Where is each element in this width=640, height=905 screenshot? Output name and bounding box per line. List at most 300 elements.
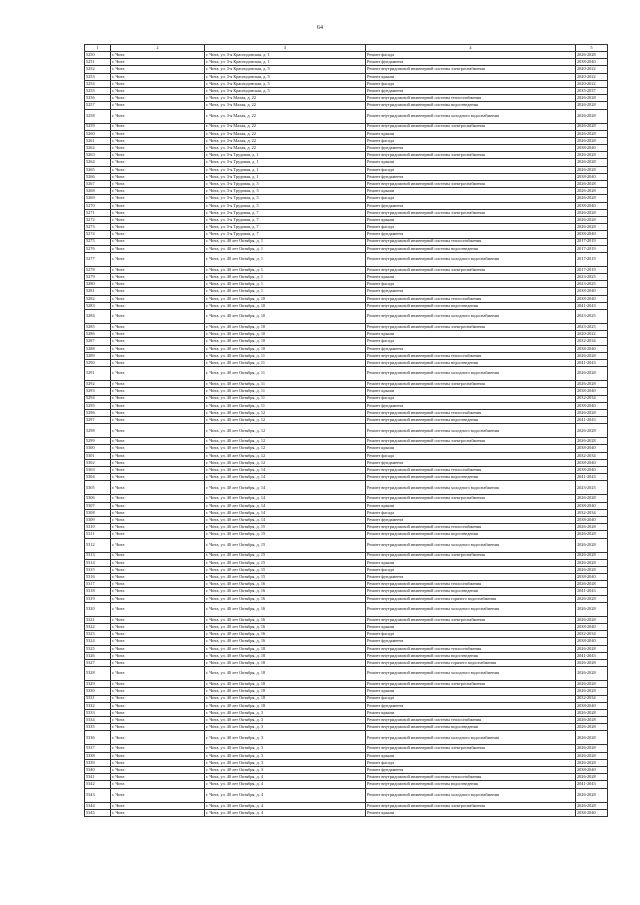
- work-type-cell: Ремонт внутридомовой инженерной системы водоотведения: [366, 359, 576, 366]
- municipality-cell: г. Чита: [111, 137, 205, 144]
- work-type-cell: Ремонт внутридомовой инженерной системы водоотведения: [366, 102, 576, 109]
- period-cell: 2038-2040: [576, 402, 608, 409]
- work-type-cell: Ремонт фасада: [366, 166, 576, 173]
- period-cell: 2020-2022: [576, 80, 608, 87]
- table-row: [85, 109, 608, 123]
- period-cell: 2026-2028: [576, 352, 608, 359]
- row-number-cell: 5300: [85, 445, 111, 452]
- period-cell: 2038-2040: [576, 574, 608, 581]
- work-type-cell: Ремонт внутридомовой инженерной системы электроснабжения: [366, 324, 576, 331]
- table-row: [85, 352, 608, 359]
- table-row: [85, 688, 608, 695]
- period-cell: 2038-2040: [576, 459, 608, 466]
- period-cell: 2026-2028: [576, 688, 608, 695]
- period-cell: 2026-2028: [576, 216, 608, 223]
- table-row: [85, 231, 608, 238]
- municipality-cell: г. Чита: [111, 145, 205, 152]
- work-type-cell: Ремонт внутридомовой инженерной системы теплоснабжения: [366, 524, 576, 531]
- address-cell: г. Чита, ул. 40 лет Октября, д. 1: [205, 274, 366, 281]
- work-type-cell: Ремонт внутридомовой инженерной системы теплоснабжения: [366, 581, 576, 588]
- work-type-cell: Ремонт внутридомовой инженерной системы холодного водоснабжения: [366, 109, 576, 123]
- row-number-cell: 5332: [85, 702, 111, 709]
- table-row: [85, 266, 608, 273]
- address-cell: г. Чита, ул. 3-я Трудовая, д. 7: [205, 216, 366, 223]
- address-cell: г. Чита, ул. 3-я Трудовая, д. 7: [205, 224, 366, 231]
- table-row: [85, 566, 608, 573]
- row-number-cell: 5325: [85, 645, 111, 652]
- municipality-cell: г. Чита: [111, 166, 205, 173]
- row-number-cell: 5260: [85, 130, 111, 137]
- table-row: [85, 59, 608, 66]
- period-cell: 2032-2034: [576, 338, 608, 345]
- address-cell: г. Чита, ул. 3-я Малая, д. 22: [205, 95, 366, 102]
- period-cell: 2026-2028: [576, 659, 608, 666]
- municipality-cell: г. Чита: [111, 188, 205, 195]
- row-number-cell: 5317: [85, 581, 111, 588]
- address-cell: г. Чита, ул. 40 лет Октября, д. 4: [205, 781, 366, 788]
- municipality-cell: г. Чита: [111, 781, 205, 788]
- municipality-cell: г. Чита: [111, 123, 205, 130]
- table-row: [85, 516, 608, 523]
- row-number-cell: 5261: [85, 137, 111, 144]
- period-cell: 2026-2028: [576, 752, 608, 759]
- row-number-cell: 5312: [85, 538, 111, 552]
- row-number-cell: 5339: [85, 759, 111, 766]
- column-header-5: 5: [576, 45, 608, 52]
- municipality-cell: г. Чита: [111, 452, 205, 459]
- row-number-cell: 5286: [85, 331, 111, 338]
- work-type-cell: Ремонт внутридомовой инженерной системы водоотведения: [366, 724, 576, 731]
- municipality-cell: г. Чита: [111, 252, 205, 266]
- work-type-cell: Ремонт внутридомовой инженерной системы холодного водоснабжения: [366, 667, 576, 681]
- table-row: [85, 709, 608, 716]
- work-type-cell: Ремонт крыши: [366, 73, 576, 80]
- row-number-cell: 5264: [85, 159, 111, 166]
- period-cell: 2026-2028: [576, 495, 608, 502]
- period-cell: 2026-2028: [576, 367, 608, 381]
- period-cell: 2026-2028: [576, 152, 608, 159]
- address-cell: г. Чита, ул. 40 лет Октября, д. 16: [205, 581, 366, 588]
- address-cell: г. Чита, ул. 40 лет Октября, д. 10: [205, 331, 366, 338]
- municipality-cell: г. Чита: [111, 509, 205, 516]
- row-number-cell: 5256: [85, 95, 111, 102]
- table-row: [85, 195, 608, 202]
- period-cell: 2038-2040: [576, 638, 608, 645]
- row-number-cell: 5293: [85, 388, 111, 395]
- table-row: [85, 224, 608, 231]
- row-number-cell: 5271: [85, 209, 111, 216]
- address-cell: г. Чита, ул. 3-я Трудовая, д. 5: [205, 195, 366, 202]
- address-cell: г. Чита, ул. 40 лет Октября, д. 10: [205, 295, 366, 302]
- municipality-cell: г. Чита: [111, 159, 205, 166]
- municipality-cell: г. Чита: [111, 667, 205, 681]
- address-cell: г. Чита, ул. 3-я Трудовая, д. 5: [205, 202, 366, 209]
- period-cell: 2038-2040: [576, 202, 608, 209]
- address-cell: г. Чита, ул. 40 лет Октября, д. 12: [205, 424, 366, 438]
- row-number-cell: 5281: [85, 288, 111, 295]
- table-body: [85, 52, 608, 817]
- work-type-cell: Ремонт крыши: [366, 188, 576, 195]
- address-cell: г. Чита, ул. 40 лет Октября, д. 15: [205, 531, 366, 538]
- period-cell: 2041-2043: [576, 474, 608, 481]
- table-row: [85, 459, 608, 466]
- address-cell: г. Чита, ул. 40 лет Октября, д. 14: [205, 509, 366, 516]
- row-number-cell: 5335: [85, 724, 111, 731]
- work-type-cell: Ремонт фасада: [366, 566, 576, 573]
- row-number-cell: 5319: [85, 595, 111, 602]
- row-number-cell: 5328: [85, 667, 111, 681]
- municipality-cell: г. Чита: [111, 173, 205, 180]
- municipality-cell: г. Чита: [111, 338, 205, 345]
- work-type-cell: Ремонт крыши: [366, 445, 576, 452]
- period-cell: 2038-2040: [576, 624, 608, 631]
- address-cell: г. Чита, ул. 40 лет Октября, д. 1: [205, 252, 366, 266]
- work-type-cell: Ремонт внутридомовой инженерной системы холодного водоснабжения: [366, 481, 576, 495]
- municipality-cell: г. Чита: [111, 774, 205, 781]
- table-row: [85, 681, 608, 688]
- table-row: [85, 130, 608, 137]
- address-cell: г. Чита, ул. 40 лет Октября, д. 16: [205, 638, 366, 645]
- period-cell: 2038-2040: [576, 516, 608, 523]
- municipality-cell: г. Чита: [111, 467, 205, 474]
- period-cell: 2026-2028: [576, 667, 608, 681]
- row-number-cell: 5279: [85, 274, 111, 281]
- address-cell: г. Чита, ул. 40 лет Октября, д. 12: [205, 438, 366, 445]
- work-type-cell: Ремонт внутридомовой инженерной системы водоотведения: [366, 588, 576, 595]
- address-cell: г. Чита, ул. 40 лет Октября, д. 10: [205, 324, 366, 331]
- municipality-cell: г. Чита: [111, 745, 205, 752]
- period-cell: 2026-2028: [576, 137, 608, 144]
- table-row: [85, 481, 608, 495]
- row-number-cell: 5295: [85, 402, 111, 409]
- address-cell: г. Чита, ул. 3-я Краснодонская, д. 5: [205, 73, 366, 80]
- table-row: [85, 588, 608, 595]
- row-number-cell: 5280: [85, 281, 111, 288]
- work-type-cell: Ремонт крыши: [366, 688, 576, 695]
- municipality-cell: г. Чита: [111, 87, 205, 94]
- table-row: [85, 759, 608, 766]
- municipality-cell: г. Чита: [111, 209, 205, 216]
- municipality-cell: г. Чита: [111, 581, 205, 588]
- row-number-cell: 5284: [85, 310, 111, 324]
- period-cell: 2032-2034: [576, 452, 608, 459]
- municipality-cell: г. Чита: [111, 717, 205, 724]
- municipality-cell: г. Чита: [111, 295, 205, 302]
- period-cell: 2026-2028: [576, 438, 608, 445]
- row-number-cell: 5342: [85, 781, 111, 788]
- period-cell: 2026-2028: [576, 581, 608, 588]
- row-number-cell: 5266: [85, 173, 111, 180]
- period-cell: 2038-2040: [576, 445, 608, 452]
- address-cell: г. Чита, ул. 40 лет Октября, д. 15: [205, 574, 366, 581]
- period-cell: 2017-2019: [576, 238, 608, 245]
- period-cell: 2023-2025: [576, 481, 608, 495]
- table-row: [85, 509, 608, 516]
- table-row: [85, 381, 608, 388]
- table-row: [85, 602, 608, 616]
- address-cell: г. Чита, ул. 40 лет Октября, д. 16: [205, 602, 366, 616]
- table-row: [85, 395, 608, 402]
- period-cell: 2038-2040: [576, 467, 608, 474]
- work-type-cell: Ремонт фундамента: [366, 231, 576, 238]
- row-number-cell: 5322: [85, 624, 111, 631]
- address-cell: г. Чита, ул. 3-я Трудовая, д. 5: [205, 181, 366, 188]
- municipality-cell: г. Чита: [111, 502, 205, 509]
- table-row: [85, 388, 608, 395]
- municipality-cell: г. Чита: [111, 130, 205, 137]
- row-number-cell: 5314: [85, 559, 111, 566]
- table-row: [85, 145, 608, 152]
- period-cell: 2026-2028: [576, 788, 608, 802]
- period-cell: 2026-2028: [576, 166, 608, 173]
- period-cell: 2041-2043: [576, 652, 608, 659]
- municipality-cell: г. Чита: [111, 631, 205, 638]
- address-cell: г. Чита, ул. 40 лет Октября, д. 12: [205, 452, 366, 459]
- period-cell: 2023-2025: [576, 281, 608, 288]
- row-number-cell: 5292: [85, 381, 111, 388]
- table-row: [85, 774, 608, 781]
- table-row: [85, 402, 608, 409]
- municipality-cell: г. Чита: [111, 274, 205, 281]
- period-cell: 2020-2022: [576, 73, 608, 80]
- address-cell: г. Чита, ул. 40 лет Октября, д. 10: [205, 302, 366, 309]
- period-cell: 2038-2040: [576, 345, 608, 352]
- municipality-cell: г. Чита: [111, 624, 205, 631]
- address-cell: г. Чита, ул. 40 лет Октября, д. 3: [205, 759, 366, 766]
- work-type-cell: Ремонт внутридомовой инженерной системы холодного водоснабжения: [366, 731, 576, 745]
- page-number: 64: [317, 25, 323, 31]
- period-cell: 2026-2028: [576, 524, 608, 531]
- address-cell: г. Чита, ул. 40 лет Октября, д. 14: [205, 516, 366, 523]
- work-type-cell: Ремонт крыши: [366, 559, 576, 566]
- row-number-cell: 5254: [85, 80, 111, 87]
- period-cell: 2026-2028: [576, 566, 608, 573]
- municipality-cell: г. Чита: [111, 474, 205, 481]
- row-number-cell: 5341: [85, 774, 111, 781]
- municipality-cell: г. Чита: [111, 80, 205, 87]
- table-row: [85, 574, 608, 581]
- row-number-cell: 5324: [85, 638, 111, 645]
- table-row: [85, 359, 608, 366]
- column-header-4: 4: [366, 45, 576, 52]
- table-row: [85, 288, 608, 295]
- municipality-cell: г. Чита: [111, 288, 205, 295]
- table-row: [85, 809, 608, 816]
- municipality-cell: г. Чита: [111, 216, 205, 223]
- address-cell: г. Чита, ул. 40 лет Октября, д. 15: [205, 566, 366, 573]
- row-number-cell: 5333: [85, 709, 111, 716]
- period-cell: 2038-2040: [576, 173, 608, 180]
- work-type-cell: Ремонт фасада: [366, 759, 576, 766]
- row-number-cell: 5267: [85, 181, 111, 188]
- period-cell: 2026-2028: [576, 123, 608, 130]
- address-cell: г. Чита, ул. 40 лет Октября, д. 3: [205, 767, 366, 774]
- row-number-cell: 5307: [85, 502, 111, 509]
- municipality-cell: г. Чита: [111, 245, 205, 252]
- table-row: [85, 445, 608, 452]
- address-cell: г. Чита, ул. 40 лет Октября, д. 4: [205, 802, 366, 809]
- table-row: [85, 310, 608, 324]
- table-row: [85, 452, 608, 459]
- row-number-cell: 5309: [85, 516, 111, 523]
- table-row: [85, 581, 608, 588]
- address-cell: г. Чита, ул. 40 лет Октября, д. 11: [205, 367, 366, 381]
- table-row: [85, 159, 608, 166]
- municipality-cell: г. Чита: [111, 381, 205, 388]
- table-row: [85, 324, 608, 331]
- period-cell: 2041-2043: [576, 781, 608, 788]
- work-type-cell: Ремонт фасада: [366, 224, 576, 231]
- work-type-cell: Ремонт фасада: [366, 452, 576, 459]
- period-cell: 2026-2028: [576, 381, 608, 388]
- address-cell: г. Чита, ул. 40 лет Октября, д. 3: [205, 752, 366, 759]
- work-type-cell: Ремонт фасада: [366, 631, 576, 638]
- work-type-cell: Ремонт фундамента: [366, 402, 576, 409]
- address-cell: г. Чита, ул. 40 лет Октября, д. 3: [205, 731, 366, 745]
- municipality-cell: г. Чита: [111, 367, 205, 381]
- row-number-cell: 5289: [85, 352, 111, 359]
- address-cell: г. Чита, ул. 40 лет Октября, д. 11: [205, 395, 366, 402]
- table-row: [85, 752, 608, 759]
- address-cell: г. Чита, ул. 40 лет Октября, д. 18: [205, 652, 366, 659]
- address-cell: г. Чита, ул. 3-я Трудовая, д. 7: [205, 209, 366, 216]
- work-type-cell: Ремонт внутридомовой инженерной системы водоотведения: [366, 417, 576, 424]
- address-cell: г. Чита, ул. 40 лет Октября, д. 1: [205, 266, 366, 273]
- address-cell: г. Чита, ул. 40 лет Октября, д. 11: [205, 352, 366, 359]
- municipality-cell: г. Чита: [111, 638, 205, 645]
- work-type-cell: Ремонт фасада: [366, 137, 576, 144]
- work-type-cell: Ремонт фундамента: [366, 702, 576, 709]
- municipality-cell: г. Чита: [111, 559, 205, 566]
- row-number-cell: 5301: [85, 452, 111, 459]
- table-row: [85, 502, 608, 509]
- table-row: [85, 409, 608, 416]
- address-cell: г. Чита, ул. 3-я Малая, д. 22: [205, 109, 366, 123]
- municipality-cell: г. Чита: [111, 59, 205, 66]
- row-number-cell: 5320: [85, 602, 111, 616]
- address-cell: г. Чита, ул. 3-я Краснодонская, д. 5: [205, 80, 366, 87]
- row-number-cell: 5283: [85, 302, 111, 309]
- table-row: [85, 659, 608, 666]
- column-header-3: 3: [205, 45, 366, 52]
- address-cell: г. Чита, ул. 3-я Краснодонская, д. 1: [205, 59, 366, 66]
- municipality-cell: г. Чита: [111, 73, 205, 80]
- address-cell: г. Чита, ул. 3-я Трудовая, д. 5: [205, 188, 366, 195]
- municipality-cell: г. Чита: [111, 395, 205, 402]
- period-cell: 2032-2034: [576, 509, 608, 516]
- municipality-cell: г. Чита: [111, 409, 205, 416]
- work-type-cell: Ремонт фундамента: [366, 574, 576, 581]
- row-number-cell: 5273: [85, 224, 111, 231]
- table-row: [85, 188, 608, 195]
- row-number-cell: 5338: [85, 752, 111, 759]
- work-type-cell: Ремонт фасада: [366, 395, 576, 402]
- row-number-cell: 5258: [85, 109, 111, 123]
- work-type-cell: Ремонт внутридомовой инженерной системы холодного водоснабжения: [366, 252, 576, 266]
- work-type-cell: Ремонт внутридомовой инженерной системы холодного водоснабжения: [366, 538, 576, 552]
- period-cell: 2032-2034: [576, 395, 608, 402]
- period-cell: 2038-2040: [576, 502, 608, 509]
- table-row: [85, 702, 608, 709]
- row-number-cell: 5337: [85, 745, 111, 752]
- table-row: [85, 73, 608, 80]
- row-number-cell: 5345: [85, 809, 111, 816]
- address-cell: г. Чита, ул. 40 лет Октября, д. 16: [205, 595, 366, 602]
- table-row: [85, 123, 608, 130]
- period-cell: 2026-2028: [576, 724, 608, 731]
- municipality-cell: г. Чита: [111, 302, 205, 309]
- period-cell: 2026-2028: [576, 774, 608, 781]
- municipality-cell: г. Чита: [111, 809, 205, 816]
- table-row: [85, 645, 608, 652]
- period-cell: 2026-2028: [576, 759, 608, 766]
- address-cell: г. Чита, ул. 40 лет Октября, д. 18: [205, 702, 366, 709]
- address-cell: г. Чита, ул. 40 лет Октября, д. 18: [205, 645, 366, 652]
- row-number-cell: 5257: [85, 102, 111, 109]
- row-number-cell: 5315: [85, 566, 111, 573]
- work-type-cell: Ремонт внутридомовой инженерной системы водоотведения: [366, 474, 576, 481]
- address-cell: г. Чита, ул. 40 лет Октября, д. 12: [205, 409, 366, 416]
- municipality-cell: г. Чита: [111, 102, 205, 109]
- work-type-cell: Ремонт крыши: [366, 130, 576, 137]
- table-row: [85, 731, 608, 745]
- work-type-cell: Ремонт фасада: [366, 509, 576, 516]
- period-cell: 2038-2040: [576, 809, 608, 816]
- row-number-cell: 5265: [85, 166, 111, 173]
- table-row: [85, 345, 608, 352]
- work-type-cell: Ремонт внутридомовой инженерной системы электроснабжения: [366, 381, 576, 388]
- table-row: [85, 137, 608, 144]
- row-number-cell: 5275: [85, 238, 111, 245]
- address-cell: г. Чита, ул. 40 лет Октября, д. 1: [205, 245, 366, 252]
- table-row: [85, 80, 608, 87]
- address-cell: г. Чита, ул. 3-я Трудовая, д. 1: [205, 159, 366, 166]
- table-row: [85, 802, 608, 809]
- work-type-cell: Ремонт крыши: [366, 624, 576, 631]
- period-cell: 2035-2037: [576, 87, 608, 94]
- table-row: [85, 638, 608, 645]
- period-cell: 2023-2025: [576, 324, 608, 331]
- address-cell: г. Чита, ул. 40 лет Октября, д. 11: [205, 388, 366, 395]
- municipality-cell: г. Чита: [111, 52, 205, 59]
- address-cell: г. Чита, ул. 40 лет Октября, д. 16: [205, 624, 366, 631]
- work-type-cell: Ремонт внутридомовой инженерной системы электроснабжения: [366, 802, 576, 809]
- row-number-cell: 5316: [85, 574, 111, 581]
- row-number-cell: 5298: [85, 424, 111, 438]
- municipality-cell: г. Чита: [111, 95, 205, 102]
- table-row: [85, 295, 608, 302]
- municipality-cell: г. Чита: [111, 459, 205, 466]
- address-cell: г. Чита, ул. 40 лет Октября, д. 18: [205, 681, 366, 688]
- period-cell: 2026-2028: [576, 595, 608, 602]
- municipality-cell: г. Чита: [111, 552, 205, 559]
- work-type-cell: Ремонт фундамента: [366, 638, 576, 645]
- period-cell: 2023-2025: [576, 274, 608, 281]
- address-cell: г. Чита, ул. 40 лет Октября, д. 16: [205, 616, 366, 623]
- period-cell: 2026-2028: [576, 645, 608, 652]
- table-row: [85, 695, 608, 702]
- period-cell: 2026-2028: [576, 731, 608, 745]
- municipality-cell: г. Чита: [111, 588, 205, 595]
- municipality-cell: г. Чита: [111, 266, 205, 273]
- period-cell: 2026-2028: [576, 717, 608, 724]
- municipality-cell: г. Чита: [111, 566, 205, 573]
- period-cell: 2026-2028: [576, 95, 608, 102]
- period-cell: 2026-2028: [576, 745, 608, 752]
- table-row: [85, 52, 608, 59]
- row-number-cell: 5272: [85, 216, 111, 223]
- municipality-cell: г. Чита: [111, 352, 205, 359]
